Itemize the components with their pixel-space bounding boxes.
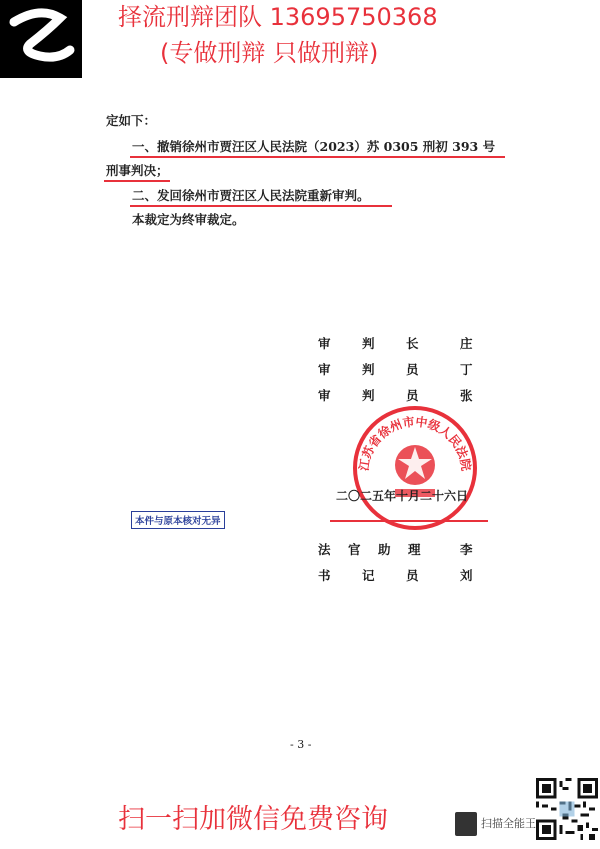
ruling-item-1-line-2: 刑事判决； bbox=[106, 163, 169, 178]
scanner-app-label: 扫描全能王 bbox=[481, 817, 536, 830]
svg-text:江苏省徐州市中级人民法院: 江苏省徐州市中级人民法院 bbox=[356, 414, 474, 472]
verification-stamp: 本件与原本核对无异 bbox=[131, 511, 225, 529]
signature-clerk: 书 记 员 刘 bbox=[318, 568, 473, 583]
brand-logo-icon bbox=[0, 0, 82, 78]
signature-presiding-judge: 审 判 长 庄 bbox=[318, 336, 473, 351]
ruling-final-note: 本裁定为终审裁定。 bbox=[132, 212, 245, 227]
signature-judge-1: 审 判 员 丁 bbox=[318, 362, 473, 377]
page-number: - 3 - bbox=[290, 738, 312, 751]
header-tagline: (专做刑辩 只做刑辩) bbox=[160, 39, 379, 67]
ruling-item-2: 二、发回徐州市贾汪区人民法院重新审判。 bbox=[132, 188, 370, 203]
ruling-intro: 定如下： bbox=[106, 113, 157, 128]
signature-judge-assistant: 法 官 助 理 李 bbox=[318, 542, 473, 557]
ruling-date: 二〇二五年十月二十六日 bbox=[336, 489, 469, 503]
header-contact: 择流刑辩团队 13695750368 bbox=[118, 3, 438, 31]
scanner-app-icon bbox=[455, 812, 477, 836]
highlight-underline bbox=[130, 156, 505, 158]
highlight-underline bbox=[330, 520, 488, 522]
ruling-item-1-line-1: 一、撤销徐州市贾汪区人民法院（2023）苏 0305 刑初 393 号 bbox=[132, 139, 496, 154]
wechat-consult-banner: 扫一扫加微信免费咨询 bbox=[118, 804, 388, 835]
signature-judge-2: 审 判 员 张 bbox=[318, 388, 473, 403]
highlight-underline bbox=[130, 205, 392, 207]
court-seal-icon bbox=[350, 403, 480, 533]
qr-code-icon[interactable] bbox=[536, 778, 598, 840]
highlight-underline bbox=[104, 180, 170, 182]
